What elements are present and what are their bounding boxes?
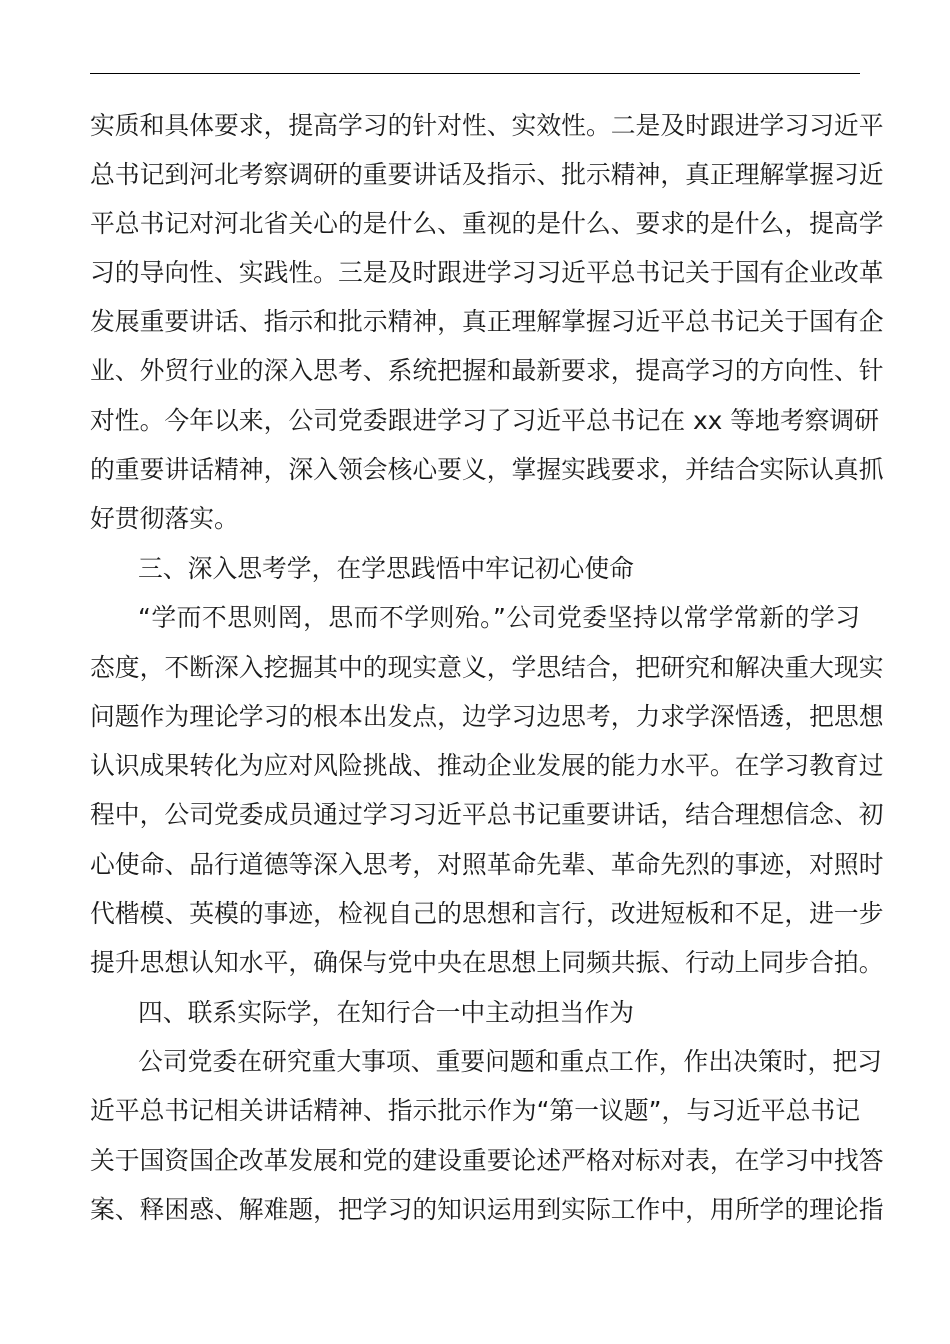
text-line: 认识成果转化为应对风险挑战、推动企业发展的能力水平。在学习教育过 — [90, 751, 884, 780]
text-line: “学而不思则罔，思而不学则殆。”公司党委坚持以常学常新的学习 — [138, 603, 860, 632]
text-line: 程中，公司党委成员通过学习习近平总书记重要讲话，结合理想信念、初 — [90, 800, 884, 829]
text-line: 的重要讲话精神，深入领会核心要义，掌握实践要求，并结合实际认真抓 — [90, 455, 884, 484]
text-line: 对性。今年以来，公司党委跟进学习了习近平总书记在 xx 等地考察调研 — [90, 406, 880, 435]
text-line: 提升思想认知水平，确保与党中央在思想上同频共振、行动上同步合拍。 — [90, 948, 884, 977]
text-line: 总书记到河北考察调研的重要讲话及指示、批示精神，真正理解掌握习近 — [90, 160, 884, 189]
text-line: 习的导向性、实践性。三是及时跟进学习习近平总书记关于国有企业改革 — [90, 258, 884, 287]
header-rule — [90, 73, 860, 74]
text-line: 代楷模、英模的事迹，检视自己的思想和言行，改进短板和不足，进一步 — [90, 899, 884, 928]
section-heading-3: 三、深入思考学，在学思践悟中牢记初心使命 — [138, 554, 634, 583]
text-line: 发展重要讲话、指示和批示精神，真正理解掌握习近平总书记关于国有企 — [90, 307, 884, 336]
text-line: 业、外贸行业的深入思考、系统把握和最新要求，提高学习的方向性、针 — [90, 356, 884, 385]
text-line: 实质和具体要求，提高学习的针对性、实效性。二是及时跟进学习习近平 — [90, 111, 884, 140]
text-line: 案、释困惑、解难题，把学习的知识运用到实际工作中，用所学的理论指 — [90, 1195, 884, 1224]
text-line: 好贯彻落实。 — [90, 504, 239, 533]
text-line: 态度，不断深入挖掘其中的现实意义，学思结合，把研究和解决重大现实 — [90, 653, 884, 682]
text-line: 心使命、品行道德等深入思考，对照革命先辈、革命先烈的事迹，对照时 — [90, 850, 884, 879]
text-line: 平总书记对河北省关心的是什么、重视的是什么、要求的是什么，提高学 — [90, 209, 884, 238]
text-line: 问题作为理论学习的根本出发点，边学习边思考，力求学深悟透，把思想 — [90, 702, 884, 731]
text-line: 近平总书记相关讲话精神、指示批示作为“第一议题”，与习近平总书记 — [90, 1096, 860, 1125]
section-heading-4: 四、联系实际学，在知行合一中主动担当作为 — [138, 998, 634, 1027]
text-line: 关于国资国企改革发展和党的建设重要论述严格对标对表，在学习中找答 — [90, 1146, 884, 1175]
text-line: 公司党委在研究重大事项、重要问题和重点工作，作出决策时，把习 — [138, 1047, 882, 1076]
